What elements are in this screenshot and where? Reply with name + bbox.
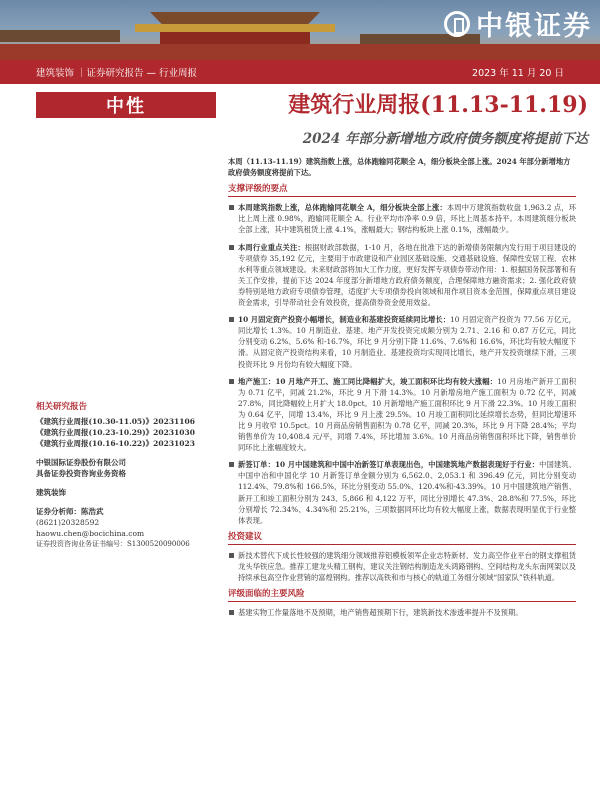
- analyst-name: 陈浩武: [81, 507, 104, 516]
- header-banner: [0, 0, 600, 60]
- main-content: [228, 156, 576, 624]
- bullet-item: 地产施工：10 月地产开工、施工同比降幅扩大，竣工面积环比均有较大涨幅：10 月房地产新开工面积为 0.71 亿平，同减 21.2%，环比 9 月下滑 14.3%。10 月新增房地产施工面积为 0.72 亿平，同减 27.8%，同比降幅较上月扩大 18.0pct。10 月新增地产施工面积环比 9 月下滑 22.3%。10 月竣工面积为 0.64 亿平，同增 13.4%，环比 9 月上涨 29.5%。10 月竣工面积同比延续增长态势，但同比增速环比 9 月收窄 10.5pct。10 月商品房销售面积为 0.78 亿平，同减 20.3%，环比 9 月下降 28.4%；平均销售单价为 10,408.4 元/平，同增 7.4%，环比增加 3.6%。10 月商品房销售面积环比下降，销售单价同环比上涨幅度较大。: [228, 376, 576, 454]
- banner-roof-left: [0, 30, 120, 42]
- banner-wall: [0, 44, 600, 60]
- report-date: 2023 年 11 月 20 日: [472, 68, 564, 79]
- bullet-item: 本周行业重点关注：根据财政部数据，1-10 月，各地在批准下达的新增债务限额内发行用于项目建设的专项债券 35,192 亿元，主要用于市政建设和产业园区基础设施、交通基础设施、保障性安居工程、农林水利等重点领域建设。未来财政部将加大工作力度，更好发挥专项债券带动作用：1. 根据国务院部署和有关工作安排，提前下达 2024 年度部分新增地方政府债务额度，合理保障地方融资需求；2. 强化政府债券特别是地方政府专项债券管理，适度扩大专项债券投向领域和用作项目资本金范围，保障重点项目建设资金需求，引导带动社会有效投资，提高债券资金使用效益。: [228, 242, 576, 309]
- section-risk: 评级面临的主要风险: [228, 589, 576, 602]
- analyst-cert: 证券投资咨询业务证书编号：S1300520090006: [36, 540, 190, 548]
- bullet-item: 本周建筑指数上涨，总体跑输同花顺全 A，细分板块全部上涨：本周中万建筑指数收盘 1,963.2 点，环比上周上涨 0.98%，跑输同花顺全 A。行业平均市净率 0.9 倍，环比上周基本持平。本周建筑细分板块全部上涨，其中建筑租赁上涨 4.1%，涨幅最大；钢结构板块上涨 0.1%，涨幅最少。: [228, 202, 576, 235]
- industry-label: 建筑装饰: [36, 488, 66, 497]
- related-item[interactable]: 《建筑行业周报(10.30-11.05)》20231106: [36, 417, 195, 426]
- banner-eave: [135, 24, 335, 32]
- logo-text: 中银证券: [476, 11, 592, 42]
- related-item[interactable]: 《建筑行业周报(10.16-10.22)》20231023: [36, 439, 195, 448]
- section-key-points: 支撑评级的要点: [228, 184, 576, 197]
- report-bar: [0, 60, 600, 84]
- strategy-bullet: 新技术替代下成长性较强的建筑细分领域推荐铝模板领军企业志特新材、发力高空作业平台的钢支撑租赁龙头华铁应急。推荐工建龙头精工钢构，建议关注钢结构制造龙头鸿路钢构、空间结构龙头东南网架以及持续承包高空作业营销的富煌钢构。推荐以高铁和市与核心的轨道工务细分领域“国家队”铁科轨道。: [228, 550, 576, 583]
- analyst-email[interactable]: haowu.chen@bocichina.com: [36, 529, 145, 538]
- section-strategy: 投资建议: [228, 532, 576, 545]
- intro-paragraph: 本周（11.13-11.19）建筑指数上涨，总体跑输同花顺全 A，细分板块全部上涨。2024 年部分新增地方政府债务额度将提前下达。: [228, 157, 571, 178]
- bullet-item: 10 月固定资产投资小幅增长，制造业和基建投资延续同比增长：10 月固定资产投资为 77.56 万亿元，同比增长 1.3%。10 月制造业、基建、地产开发投资完成额分别为 2.71、2.16 和 0.87 万亿元，同比分别变动 6.2%、5.6% 和-16.7%，环比 9 月分别下降 11.6%、7.6%和 16.6%，环比均有较大幅度下滑。从固定资产投资结构来看，10 月制造业、基建投资均实现同比增长，地产开发投资继续下滑，三项投资环比 9 月份均有较大幅度下降。: [228, 314, 576, 369]
- related-title: 相关研究报告: [36, 402, 88, 412]
- page-subtitle: 2024 年部分新增地方政府债务额度将提前下达: [302, 131, 588, 147]
- brand-logo: [444, 4, 592, 43]
- analyst-info: [36, 506, 216, 550]
- bank-of-china-icon: [444, 11, 470, 37]
- analyst-phone: (8621)20328592: [36, 518, 100, 527]
- analyst-label: 证券分析师：: [36, 507, 81, 516]
- rating-badge: 中性: [36, 92, 216, 118]
- related-item[interactable]: 《建筑行业周报(10.23-10.29)》20231030: [36, 428, 195, 437]
- risk-bullet: 基建实物工作量落地不及预期，地产销售超预期下行，建筑新技术渗透率提升不及预期。: [228, 607, 576, 618]
- bullet-item: 新签订单：10 月中国建筑和中国中冶新签订单表现出色，中国建筑地产数据表现好于行业：中国建筑、中国中冶和中国化学 10 月新签订单金额分别为 6,562.0、2,053.1 和 396.49 亿元，同比分别变动 112.4%、79.8%和 166.5%，环比分别变动 55.0%、120.4%和-43.39%。10 月中国建筑地产销售、新开工和竣工面积分别为 243、5,866 和 4,122 万平，同比分别增长 47.3%、28.8%和 77.5%，环比分别增长 72.34%、4.34%和 25.21%，三项数据同环比均有较大幅度上涨，数据表现明显优于行业整体表现。: [228, 459, 576, 526]
- breadcrumb: 建筑装饰 ｜证券研究报告 — 行业周报: [36, 68, 198, 79]
- org-info: 中银国际证券股份有限公司 具备证券投资咨询业务资格: [36, 458, 126, 478]
- related-reports: [36, 402, 216, 449]
- page-title: 建筑行业周报(11.13-11.19): [288, 92, 588, 118]
- sidebar: [36, 402, 216, 558]
